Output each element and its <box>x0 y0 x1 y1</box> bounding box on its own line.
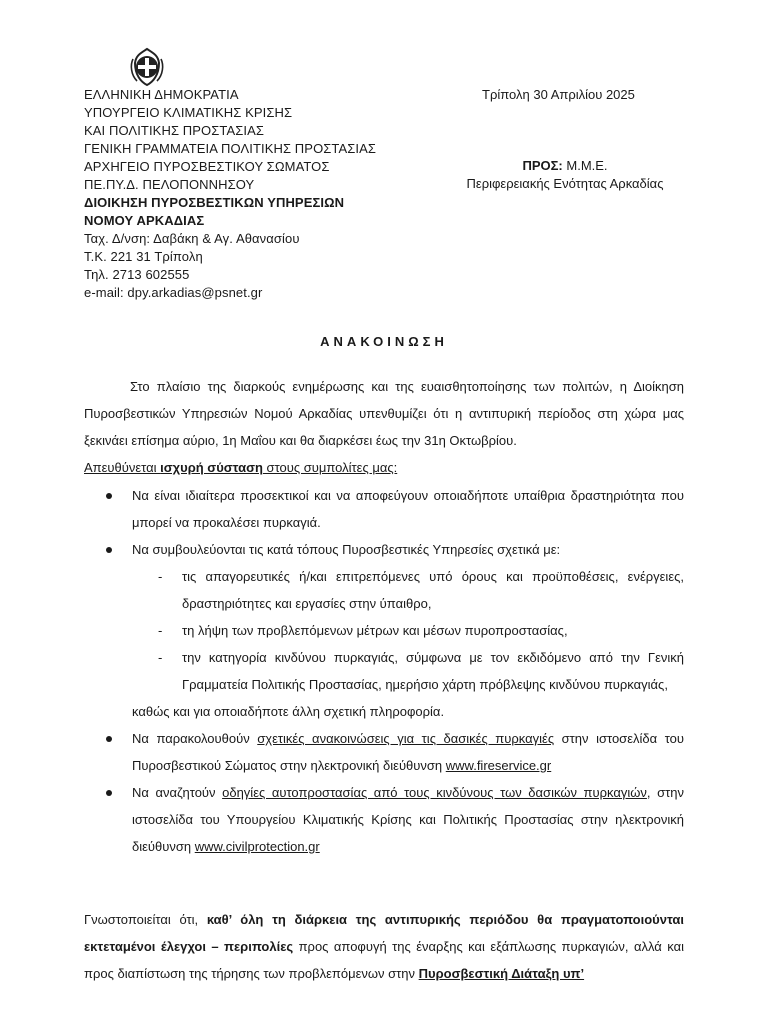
bullet-text: Να παρακολουθούν <box>132 731 258 746</box>
final-part1: Γνωστοποιείται ότι, <box>84 912 207 927</box>
bullet-text: στην ιστοσελίδα του Πυροσβεστικού Σώματος στην ηλεκτρονική διεύθυνση <box>132 731 684 773</box>
bullet-text: Να συμβουλεύονται τις κατά τόπους Πυροσβεστικές Υπηρεσίες σχετικά με: <box>132 542 561 557</box>
dash-text: την κατηγορία κινδύνου πυρκαγιάς, σύμφωνα με τον εκδιδόμενο από την Γενική Γραμματεία Πολιτικής Προστασίας, ημερήσιο χάρτη πρόβλεψης κινδύνου πυρκαγιάς, <box>182 650 684 692</box>
final-paragraph <box>84 906 684 987</box>
document-date: Τρίπολη 30 Απριλίου 2025 <box>482 87 635 102</box>
bullet-after-text: καθώς και για οποιαδήποτε άλλη σχετική πληροφορία. <box>132 704 445 719</box>
bullet-dot-icon <box>106 790 112 796</box>
bullet-dot-icon <box>106 493 112 499</box>
dash-text: τις απαγορευτικές ή/και επιτρεπόμενες υπό όρους και προϋποθέσεις, ενέργειες, δραστηριότητες και εργασίες στην ύπαιθρο, <box>182 569 684 611</box>
sender-line: ΑΡΧΗΓΕΙΟ ΠΥΡΟΣΒΕΣΤΙΚΟΥ ΣΩΜΑΤΟΣ <box>84 159 330 174</box>
to-label: ΠΡΟΣ: <box>522 158 563 173</box>
civilprotection-url-link[interactable]: www.civilprotection.gr <box>194 839 320 854</box>
dash-text: τη λήψη των προβλεπόμενων μέτρων και μέσων πυροπροστασίας, <box>182 623 568 638</box>
bullet-item <box>84 779 684 860</box>
call-part2: ισχυρή σύσταση <box>160 460 263 475</box>
address-line: Τηλ. 2713 602555 <box>84 267 190 282</box>
sender-line: ΓΕΝΙΚΗ ΓΡΑΜΜΑΤΕΙΑ ΠΟΛΙΤΙΚΗΣ ΠΡΟΣΤΑΣΙΑΣ <box>84 141 377 156</box>
sender-line: ΚΑΙ ΠΟΛΙΤΙΚΗΣ ΠΡΟΣΤΑΣΙΑΣ <box>84 123 264 138</box>
final-part3: προς αποφυγή της έναρξης και εξάπλωσης πυρκαγιών, αλλά και προς διαπίστωση της τήρησης των προβλεπόμενων στην <box>84 939 684 981</box>
sender-line: ΥΠΟΥΡΓΕΙΟ ΚΛΙΜΑΤΙΚΗΣ ΚΡΙΣΗΣ <box>84 105 293 120</box>
recipient-block <box>440 157 690 193</box>
sender-line: ΠΕ.ΠΥ.Δ. ΠΕΛΟΠΟΝΝΗΣΟΥ <box>84 177 255 192</box>
dash-list <box>132 563 684 698</box>
intro-paragraph: Στο πλαίσιο της διαρκούς ενημέρωσης και της ευαισθητοποίησης των πολιτών, η Διοίκηση Πυροσβεστικών Υπηρεσιών Νομού Αρκαδίας υπενθυμίζει ότι η αντιπυρική περίοδος στη χώρα μας ξεκινάει επίσημα αύριο, 1η Μαΐου και θα διαρκέσει έως την 31η Οκτωβρίου. <box>84 379 684 448</box>
sender-bold-line: ΔΙΟΙΚΗΣΗ ΠΥΡΟΣΒΕΣΤΙΚΩΝ ΥΠΗΡΕΣΙΩΝ <box>84 195 345 210</box>
self-protection-guide-link[interactable]: οδηγίες αυτοπροστασίας από τους κινδύνους των δασικών πυρκαγιών <box>222 785 647 800</box>
document-title: ΑΝΑΚΟΙΝΩΣΗ <box>320 334 448 349</box>
dash-icon: - <box>158 569 163 584</box>
final-part4: Πυροσβεστική Διάταξη υπ’ <box>418 966 585 981</box>
bullet-item <box>84 536 684 725</box>
dash-item <box>158 644 684 698</box>
final-part2: καθ’ όλη τη διάρκεια της αντιπυρικής περιόδου θα πραγματοποιούνται εκτεταμένοι έλεγχοι – περιπολίες <box>84 912 684 954</box>
sender-block <box>84 86 424 302</box>
bullet-text: Να αναζητούν <box>132 785 223 800</box>
bullet-item <box>84 725 684 779</box>
email-line: e-mail: dpy.arkadias@psnet.gr <box>84 285 263 300</box>
sender-bold-line: ΝΟΜΟΥ ΑΡΚΑΔΙΑΣ <box>84 213 205 228</box>
dash-icon: - <box>158 650 163 665</box>
address-line: Τ.Κ. 221 31 Τρίπολη <box>84 249 203 264</box>
bullet-dot-icon <box>106 547 112 553</box>
bullet-list <box>84 482 684 860</box>
bullet-item <box>84 482 684 536</box>
bullet-text: Να είναι ιδιαίτερα προσεκτικοί και να αποφεύγουν οποιαδήποτε υπαίθρια δραστηριότητα που μπορεί να προκαλέσει πυρκαγιά. <box>132 488 684 530</box>
dash-item <box>158 563 684 617</box>
dash-item <box>158 617 684 644</box>
call-part1: Απευθύνεται <box>84 460 161 475</box>
bullet-dot-icon <box>106 736 112 742</box>
to-value: Μ.Μ.Ε. <box>566 158 608 173</box>
to-line2: Περιφερειακής Ενότητας Αρκαδίας <box>466 176 664 191</box>
sender-line: ΕΛΛΗΝΙΚΗ ΔΗΜΟΚΡΑΤΙΑ <box>84 87 239 102</box>
call-part3: στους συμπολίτες μας: <box>262 460 398 475</box>
fire-announcements-link[interactable]: σχετικές ανακοινώσεις για τις δασικές πυρκαγιές <box>257 731 555 746</box>
call-line <box>84 454 684 481</box>
fireservice-url-link[interactable]: www.fireservice.gr <box>445 758 552 773</box>
greek-emblem-icon <box>127 47 167 87</box>
address-line: Ταχ. Δ/νση: Δαβάκη & Αγ. Αθανασίου <box>84 231 300 246</box>
bullet-text: , στην ιστοσελίδα του Υπουργείου Κλιματικής Κρίσης και Πολιτικής Προστασίας στην ηλεκτρονική διεύθυνση <box>132 785 684 854</box>
dash-icon: - <box>158 623 163 638</box>
